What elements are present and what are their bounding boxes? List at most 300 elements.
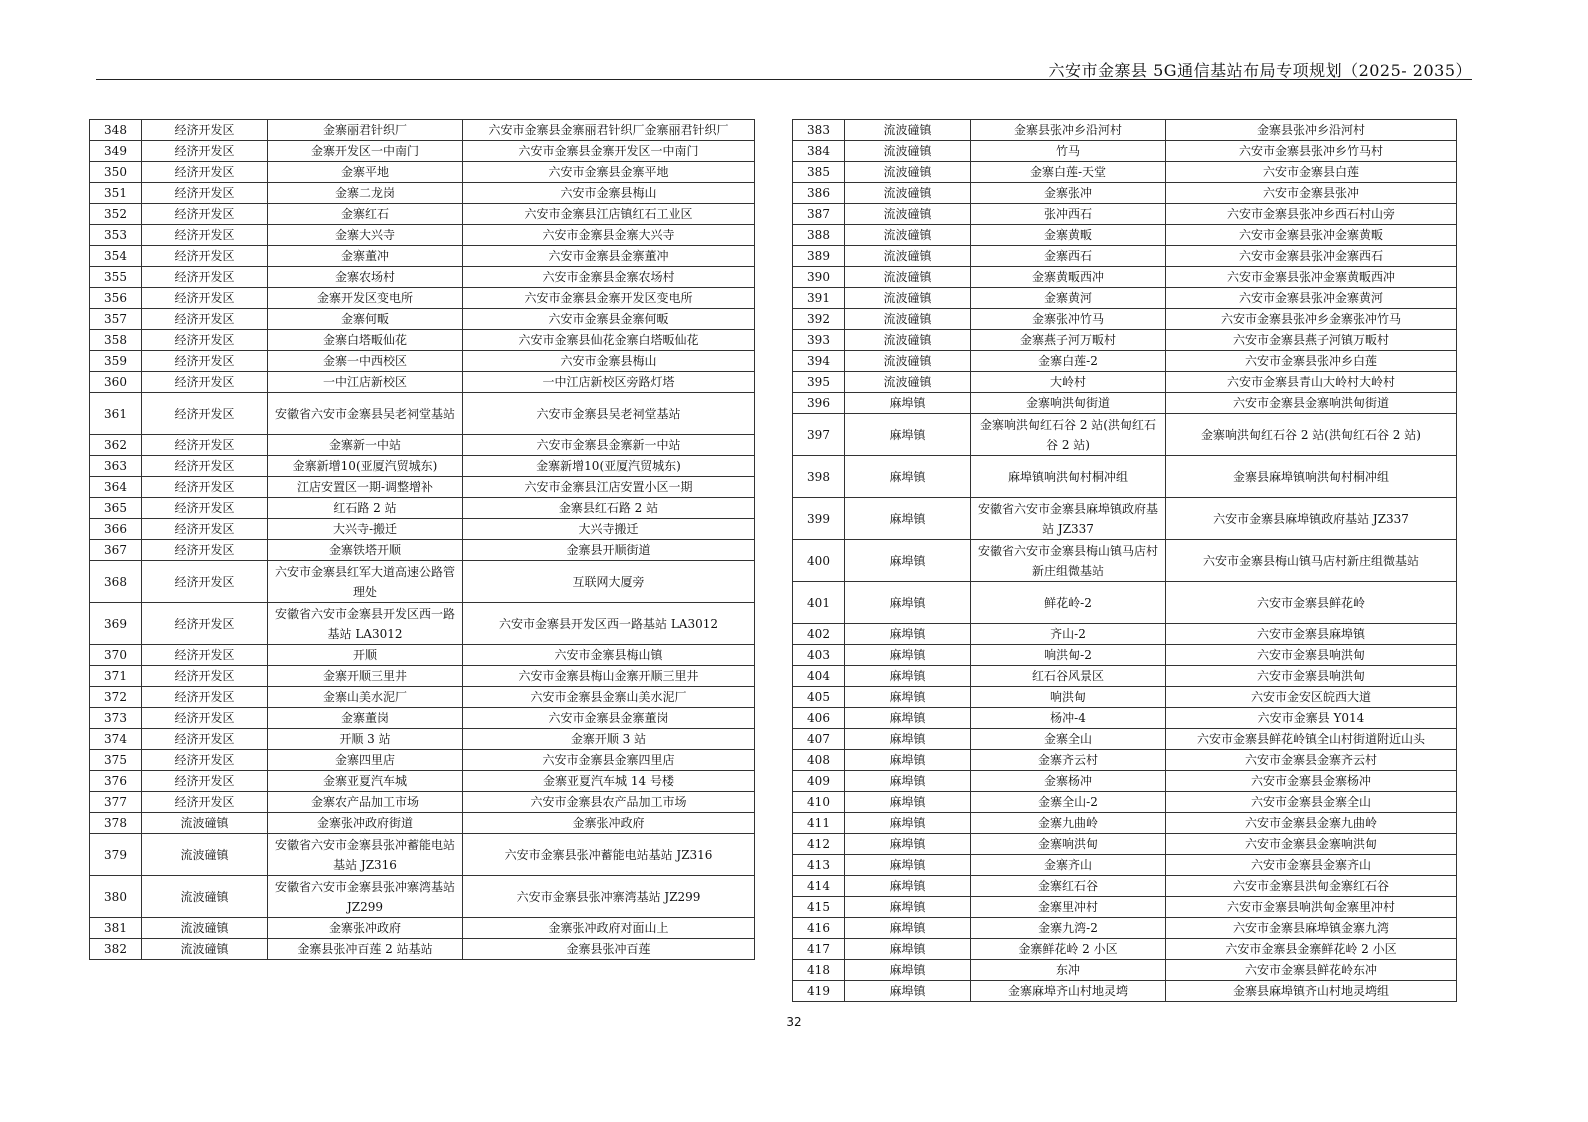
cell-address: 六安市金寨县金寨九曲岭 [1166, 813, 1457, 834]
cell-site-name: 金寨黄畈 [971, 225, 1166, 246]
table-row [793, 183, 1457, 204]
table-row [90, 519, 755, 540]
cell-area: 经济开发区 [142, 330, 268, 351]
cell-number: 358 [90, 330, 142, 351]
cell-area: 经济开发区 [142, 477, 268, 498]
cell-address: 六安市金寨县开发区西一路基站 LA3012 [463, 603, 755, 645]
cell-address: 六安市金寨县白莲 [1166, 162, 1457, 183]
cell-number: 367 [90, 540, 142, 561]
cell-area: 经济开发区 [142, 435, 268, 456]
cell-area: 麻埠镇 [845, 750, 971, 771]
cell-site-name: 金寨全山-2 [971, 792, 1166, 813]
cell-area: 麻埠镇 [845, 813, 971, 834]
cell-number: 357 [90, 309, 142, 330]
cell-number: 378 [90, 813, 142, 834]
cell-area: 经济开发区 [142, 561, 268, 603]
cell-area: 流波䃥镇 [142, 834, 268, 876]
cell-number: 419 [793, 981, 845, 1002]
cell-address: 六安市金寨县张冲乡西石村山旁 [1166, 204, 1457, 225]
cell-address: 互联网大厦旁 [463, 561, 755, 603]
cell-site-name: 金寨红石 [268, 204, 463, 225]
table-row [793, 876, 1457, 897]
cell-site-name: 金寨里冲村 [971, 897, 1166, 918]
cell-site-name: 金寨麻埠齐山村地灵塆 [971, 981, 1166, 1002]
table-row [90, 750, 755, 771]
cell-address: 金寨县麻埠镇响洪甸村桐冲组 [1166, 456, 1457, 498]
cell-number: 381 [90, 918, 142, 939]
cell-number: 411 [793, 813, 845, 834]
cell-address: 六安市金寨县响洪甸 [1166, 666, 1457, 687]
table-row [793, 414, 1457, 456]
table-row [90, 834, 755, 876]
cell-address: 六安市金寨县金寨新一中站 [463, 435, 755, 456]
cell-address: 六安市金寨县吴老祠堂基站 [463, 393, 755, 435]
cell-address: 六安市金寨县梅山金寨开顺三里井 [463, 666, 755, 687]
table-row [793, 897, 1457, 918]
cell-site-name: 开顺 3 站 [268, 729, 463, 750]
cell-area: 麻埠镇 [845, 540, 971, 582]
table-row [90, 540, 755, 561]
table-row [90, 267, 755, 288]
cell-area: 流波䃥镇 [142, 918, 268, 939]
cell-address: 六安市金寨县金寨齐云村 [1166, 750, 1457, 771]
table-row [793, 771, 1457, 792]
cell-area: 经济开发区 [142, 288, 268, 309]
cell-number: 366 [90, 519, 142, 540]
cell-area: 流波䃥镇 [142, 813, 268, 834]
cell-site-name: 响洪甸 [971, 687, 1166, 708]
cell-number: 418 [793, 960, 845, 981]
cell-site-name: 金寨红石谷 [971, 876, 1166, 897]
header-divider [96, 79, 1472, 80]
cell-address: 六安市金寨县燕子河镇万畈村 [1166, 330, 1457, 351]
cell-area: 麻埠镇 [845, 687, 971, 708]
cell-area: 经济开发区 [142, 456, 268, 477]
cell-area: 经济开发区 [142, 645, 268, 666]
cell-number: 368 [90, 561, 142, 603]
cell-site-name: 金寨山美水泥厂 [268, 687, 463, 708]
table-row [793, 288, 1457, 309]
cell-site-name: 一中江店新校区 [268, 372, 463, 393]
cell-site-name: 金寨杨冲 [971, 771, 1166, 792]
table-row [793, 855, 1457, 876]
cell-address: 六安市金寨县江店镇红石工业区 [463, 204, 755, 225]
cell-site-name: 金寨新增10(亚厦汽贸城东) [268, 456, 463, 477]
cell-number: 371 [90, 666, 142, 687]
cell-number: 374 [90, 729, 142, 750]
cell-number: 412 [793, 834, 845, 855]
cell-address: 六安市金寨县金寨响洪甸 [1166, 834, 1457, 855]
cell-number: 394 [793, 351, 845, 372]
cell-number: 392 [793, 309, 845, 330]
cell-site-name: 竹马 [971, 141, 1166, 162]
table-row [793, 750, 1457, 771]
cell-area: 经济开发区 [142, 750, 268, 771]
page-number: 32 [786, 1015, 802, 1029]
cell-number: 362 [90, 435, 142, 456]
cell-area: 经济开发区 [142, 393, 268, 435]
cell-site-name: 金寨董岗 [268, 708, 463, 729]
cell-number: 387 [793, 204, 845, 225]
cell-address: 六安市金寨县金寨董冲 [463, 246, 755, 267]
table-row [90, 183, 755, 204]
cell-address: 六安市金寨县仙花金寨白塔畈仙花 [463, 330, 755, 351]
table-row [793, 372, 1457, 393]
cell-area: 流波䃥镇 [845, 225, 971, 246]
cell-site-name: 金寨响洪甸 [971, 834, 1166, 855]
cell-number: 350 [90, 162, 142, 183]
cell-address: 六安市金寨县张冲 [1166, 183, 1457, 204]
cell-area: 经济开发区 [142, 141, 268, 162]
cell-site-name: 安徽省六安市金寨县吴老祠堂基站 [268, 393, 463, 435]
cell-address: 六安市金寨县金寨丽君针织厂金寨丽君针织厂 [463, 120, 755, 141]
table-row [90, 876, 755, 918]
cell-number: 391 [793, 288, 845, 309]
cell-number: 364 [90, 477, 142, 498]
cell-number: 409 [793, 771, 845, 792]
cell-area: 麻埠镇 [845, 729, 971, 750]
cell-area: 经济开发区 [142, 729, 268, 750]
table-row [90, 225, 755, 246]
cell-address: 六安市金寨县金寨大兴寺 [463, 225, 755, 246]
table-row [793, 834, 1457, 855]
cell-address: 六安市金寨县麻埠镇政府基站 JZ337 [1166, 498, 1457, 540]
cell-site-name: 金寨张冲政府 [268, 918, 463, 939]
cell-site-name: 金寨九曲岭 [971, 813, 1166, 834]
cell-number: 365 [90, 498, 142, 519]
cell-address: 六安市金寨县农产品加工市场 [463, 792, 755, 813]
table-row [90, 204, 755, 225]
cell-site-name: 金寨农场村 [268, 267, 463, 288]
cell-site-name: 金寨白莲-2 [971, 351, 1166, 372]
cell-site-name: 金寨齐云村 [971, 750, 1166, 771]
cell-site-name: 金寨张冲政府街道 [268, 813, 463, 834]
cell-area: 麻埠镇 [845, 792, 971, 813]
cell-site-name: 大岭村 [971, 372, 1166, 393]
cell-area: 麻埠镇 [845, 897, 971, 918]
cell-area: 经济开发区 [142, 519, 268, 540]
cell-area: 经济开发区 [142, 603, 268, 645]
cell-number: 403 [793, 645, 845, 666]
table-row [90, 477, 755, 498]
cell-area: 麻埠镇 [845, 414, 971, 456]
cell-number: 397 [793, 414, 845, 456]
cell-site-name: 张冲西石 [971, 204, 1166, 225]
table-row [793, 456, 1457, 498]
table-row [90, 729, 755, 750]
cell-site-name: 六安市金寨县红军大道高速公路管理处 [268, 561, 463, 603]
cell-site-name: 金寨农产品加工市场 [268, 792, 463, 813]
cell-address: 六安市金寨县江店安置小区一期 [463, 477, 755, 498]
table-row [793, 498, 1457, 540]
cell-area: 流波䃥镇 [845, 183, 971, 204]
table-row [90, 603, 755, 645]
table-row [90, 645, 755, 666]
cell-site-name: 金寨丽君针织厂 [268, 120, 463, 141]
cell-address: 六安市金寨县金寨平地 [463, 162, 755, 183]
cell-area: 流波䃥镇 [142, 876, 268, 918]
page-header-title: 六安市金寨县 5G通信基站布局专项规划（2025- 2035） [1048, 61, 1472, 80]
cell-area: 麻埠镇 [845, 645, 971, 666]
cell-address: 金寨响洪甸红石谷 2 站(洪甸红石谷 2 站) [1166, 414, 1457, 456]
cell-area: 流波䃥镇 [845, 141, 971, 162]
cell-number: 388 [793, 225, 845, 246]
cell-address: 六安市金寨县 Y014 [1166, 708, 1457, 729]
cell-number: 375 [90, 750, 142, 771]
table-row [90, 330, 755, 351]
cell-address: 六安市金寨县麻埠镇 [1166, 624, 1457, 645]
cell-address: 六安市金寨县金寨四里店 [463, 750, 755, 771]
cell-site-name: 金寨开发区一中南门 [268, 141, 463, 162]
cell-address: 六安市金寨县金寨农场村 [463, 267, 755, 288]
table-row [793, 792, 1457, 813]
cell-site-name: 金寨二龙岗 [268, 183, 463, 204]
table-row [793, 939, 1457, 960]
cell-number: 363 [90, 456, 142, 477]
cell-site-name: 金寨新一中站 [268, 435, 463, 456]
cell-area: 麻埠镇 [845, 582, 971, 624]
cell-area: 麻埠镇 [845, 834, 971, 855]
cell-site-name: 红石谷风景区 [971, 666, 1166, 687]
cell-address: 六安市金寨县张冲乡竹马村 [1166, 141, 1457, 162]
cell-area: 麻埠镇 [845, 624, 971, 645]
cell-site-name: 安徽省六安市金寨县张冲寨湾基站 JZ299 [268, 876, 463, 918]
cell-number: 417 [793, 939, 845, 960]
cell-site-name: 金寨县张冲乡沿河村 [971, 120, 1166, 141]
table-row [90, 939, 755, 960]
cell-number: 395 [793, 372, 845, 393]
table-row [793, 813, 1457, 834]
cell-area: 经济开发区 [142, 666, 268, 687]
cell-area: 流波䃥镇 [845, 204, 971, 225]
base-station-table-right [792, 119, 1457, 1002]
cell-number: 376 [90, 771, 142, 792]
table-row [793, 666, 1457, 687]
cell-area: 流波䃥镇 [845, 120, 971, 141]
table-row [90, 435, 755, 456]
cell-address: 六安市金寨县鲜花岭东冲 [1166, 960, 1457, 981]
cell-address: 金寨开顺 3 站 [463, 729, 755, 750]
cell-site-name: 鲜花岭-2 [971, 582, 1166, 624]
cell-area: 流波䃥镇 [845, 267, 971, 288]
cell-site-name: 金寨黄河 [971, 288, 1166, 309]
table-row [793, 267, 1457, 288]
table-row [90, 792, 755, 813]
table-row [793, 141, 1457, 162]
cell-number: 383 [793, 120, 845, 141]
cell-area: 麻埠镇 [845, 771, 971, 792]
cell-area: 麻埠镇 [845, 666, 971, 687]
cell-address: 六安市金安区皖西大道 [1166, 687, 1457, 708]
cell-address: 六安市金寨县鲜花岭 [1166, 582, 1457, 624]
cell-site-name: 金寨开发区变电所 [268, 288, 463, 309]
cell-address: 六安市金寨县张冲乡金寨张冲竹马 [1166, 309, 1457, 330]
cell-number: 404 [793, 666, 845, 687]
cell-number: 384 [793, 141, 845, 162]
cell-address: 六安市金寨县梅山 [463, 183, 755, 204]
cell-number: 406 [793, 708, 845, 729]
cell-address: 六安市金寨县金寨全山 [1166, 792, 1457, 813]
cell-address: 六安市金寨县金寨山美水泥厂 [463, 687, 755, 708]
table-row [90, 771, 755, 792]
table-row [90, 666, 755, 687]
table-row [793, 582, 1457, 624]
cell-address: 六安市金寨县张冲蓄能电站基站 JZ316 [463, 834, 755, 876]
cell-address: 六安市金寨县鲜花岭镇全山村街道附近山头 [1166, 729, 1457, 750]
cell-site-name: 金寨亚夏汽车城 [268, 771, 463, 792]
table-row [793, 708, 1457, 729]
cell-area: 麻埠镇 [845, 498, 971, 540]
cell-address: 六安市金寨县梅山镇马店村新庄组微基站 [1166, 540, 1457, 582]
cell-address: 六安市金寨县张冲金寨西石 [1166, 246, 1457, 267]
cell-address: 六安市金寨县金寨董岗 [463, 708, 755, 729]
cell-address: 六安市金寨县金寨齐山 [1166, 855, 1457, 876]
cell-area: 经济开发区 [142, 204, 268, 225]
cell-area: 麻埠镇 [845, 960, 971, 981]
table-row [90, 372, 755, 393]
table-row [90, 561, 755, 603]
cell-address: 金寨亚夏汽车城 14 号楼 [463, 771, 755, 792]
cell-area: 麻埠镇 [845, 981, 971, 1002]
table-row [793, 204, 1457, 225]
table-row [793, 225, 1457, 246]
cell-number: 356 [90, 288, 142, 309]
cell-site-name: 金寨张冲竹马 [971, 309, 1166, 330]
cell-number: 354 [90, 246, 142, 267]
cell-number: 396 [793, 393, 845, 414]
cell-area: 经济开发区 [142, 771, 268, 792]
table-row [90, 120, 755, 141]
base-station-table-left [89, 119, 755, 960]
cell-site-name: 金寨九湾-2 [971, 918, 1166, 939]
cell-area: 麻埠镇 [845, 855, 971, 876]
cell-site-name: 麻埠镇响洪甸村桐冲组 [971, 456, 1166, 498]
cell-site-name: 金寨何畈 [268, 309, 463, 330]
cell-site-name: 金寨燕子河万畈村 [971, 330, 1166, 351]
table-row [793, 687, 1457, 708]
cell-number: 398 [793, 456, 845, 498]
cell-address: 六安市金寨县梅山 [463, 351, 755, 372]
cell-address: 六安市金寨县洪甸金寨红石谷 [1166, 876, 1457, 897]
cell-address: 六安市金寨县金寨杨冲 [1166, 771, 1457, 792]
cell-site-name: 红石路 2 站 [268, 498, 463, 519]
cell-area: 流波䃥镇 [845, 330, 971, 351]
cell-address: 六安市金寨县金寨何畈 [463, 309, 755, 330]
cell-number: 372 [90, 687, 142, 708]
cell-address: 六安市金寨县响洪甸金寨里冲村 [1166, 897, 1457, 918]
cell-address: 六安市金寨县张冲金寨黄畈西冲 [1166, 267, 1457, 288]
cell-address: 六安市金寨县金寨开发区变电所 [463, 288, 755, 309]
table-row [793, 309, 1457, 330]
cell-address: 金寨县张冲乡沿河村 [1166, 120, 1457, 141]
cell-address: 六安市金寨县张冲金寨黄畈 [1166, 225, 1457, 246]
cell-number: 373 [90, 708, 142, 729]
cell-site-name: 金寨张冲 [971, 183, 1166, 204]
cell-area: 麻埠镇 [845, 939, 971, 960]
cell-number: 399 [793, 498, 845, 540]
table-row [793, 645, 1457, 666]
cell-address: 金寨张冲政府对面山上 [463, 918, 755, 939]
cell-number: 390 [793, 267, 845, 288]
cell-area: 经济开发区 [142, 225, 268, 246]
cell-address: 六安市金寨县金寨鲜花岭 2 小区 [1166, 939, 1457, 960]
cell-site-name: 东冲 [971, 960, 1166, 981]
cell-number: 402 [793, 624, 845, 645]
table-row [90, 456, 755, 477]
cell-area: 流波䃥镇 [142, 939, 268, 960]
cell-area: 麻埠镇 [845, 708, 971, 729]
cell-number: 393 [793, 330, 845, 351]
cell-number: 369 [90, 603, 142, 645]
cell-number: 353 [90, 225, 142, 246]
cell-site-name: 金寨平地 [268, 162, 463, 183]
cell-number: 348 [90, 120, 142, 141]
cell-site-name: 金寨白莲-天堂 [971, 162, 1166, 183]
table-row [90, 498, 755, 519]
table-row [793, 393, 1457, 414]
cell-site-name: 金寨黄畈西冲 [971, 267, 1166, 288]
cell-address: 六安市金寨县金寨响洪甸街道 [1166, 393, 1457, 414]
cell-site-name: 金寨响洪甸红石谷 2 站(洪甸红石谷 2 站) [971, 414, 1166, 456]
cell-address: 六安市金寨县梅山镇 [463, 645, 755, 666]
cell-area: 经济开发区 [142, 246, 268, 267]
cell-number: 377 [90, 792, 142, 813]
cell-site-name: 金寨齐山 [971, 855, 1166, 876]
cell-area: 流波䃥镇 [845, 309, 971, 330]
cell-number: 407 [793, 729, 845, 750]
cell-area: 经济开发区 [142, 162, 268, 183]
cell-number: 385 [793, 162, 845, 183]
cell-area: 麻埠镇 [845, 393, 971, 414]
cell-number: 386 [793, 183, 845, 204]
cell-number: 410 [793, 792, 845, 813]
cell-area: 流波䃥镇 [845, 288, 971, 309]
cell-number: 400 [793, 540, 845, 582]
table-row [90, 351, 755, 372]
table-row [90, 162, 755, 183]
cell-site-name: 江店安置区一期-调整增补 [268, 477, 463, 498]
cell-number: 370 [90, 645, 142, 666]
table-row [90, 246, 755, 267]
cell-area: 经济开发区 [142, 792, 268, 813]
cell-site-name: 金寨响洪甸街道 [971, 393, 1166, 414]
table-row [90, 309, 755, 330]
table-row [90, 708, 755, 729]
cell-area: 经济开发区 [142, 540, 268, 561]
cell-address: 大兴寺搬迁 [463, 519, 755, 540]
cell-address: 一中江店新校区旁路灯塔 [463, 372, 755, 393]
cell-address: 金寨县张冲百莲 [463, 939, 755, 960]
cell-number: 359 [90, 351, 142, 372]
cell-site-name: 大兴寺-搬迁 [268, 519, 463, 540]
cell-site-name: 金寨四里店 [268, 750, 463, 771]
cell-address: 六安市金寨县响洪甸 [1166, 645, 1457, 666]
cell-number: 351 [90, 183, 142, 204]
cell-number: 349 [90, 141, 142, 162]
cell-site-name: 金寨开顺三里井 [268, 666, 463, 687]
cell-site-name: 杨冲-4 [971, 708, 1166, 729]
table-row [793, 624, 1457, 645]
cell-site-name: 金寨全山 [971, 729, 1166, 750]
cell-address: 六安市金寨县金寨开发区一中南门 [463, 141, 755, 162]
table-row [90, 393, 755, 435]
cell-site-name: 响洪甸-2 [971, 645, 1166, 666]
table-row [90, 813, 755, 834]
cell-area: 麻埠镇 [845, 876, 971, 897]
cell-address: 六安市金寨县张冲金寨黄河 [1166, 288, 1457, 309]
cell-site-name: 安徽省六安市金寨县张冲蓄能电站基站 JZ316 [268, 834, 463, 876]
table-row [793, 960, 1457, 981]
